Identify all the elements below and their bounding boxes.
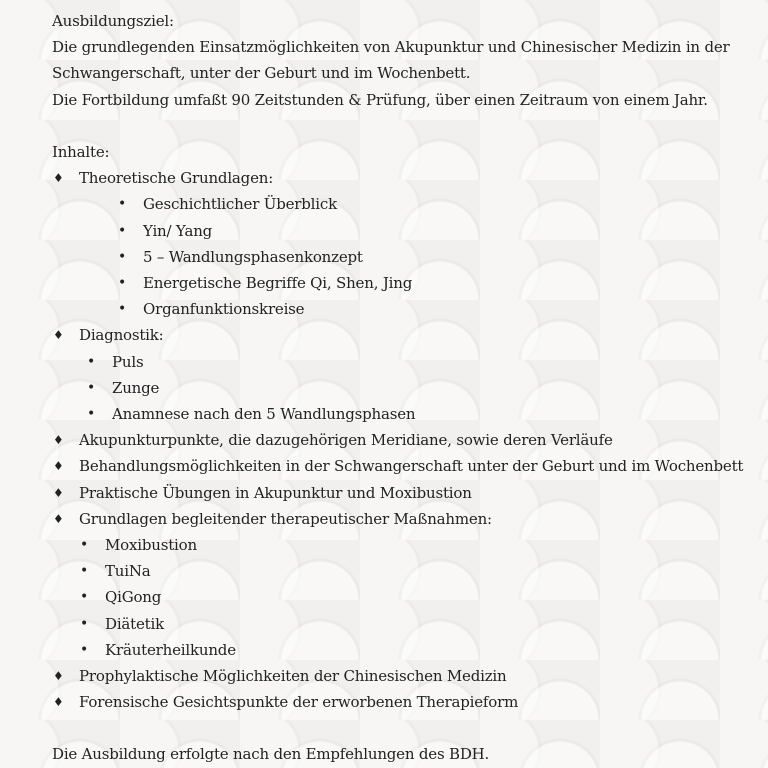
list-item xyxy=(52,165,752,322)
sub-list-item: • QiGong xyxy=(105,584,752,610)
list-item-label: Diagnostik: xyxy=(79,326,164,345)
sub-list-item: • Energetische Begriffe Qi, Shen, Jing xyxy=(143,270,752,296)
footer-note: Die Ausbildung erfolgte nach den Empfehlungen des BDH. xyxy=(52,745,490,764)
goal-line: Schwangerschaft, unter der Geburt und im Wochenbett. xyxy=(52,64,471,83)
list-item-label: Forensische Gesichtspunkte der erworbenen Therapieform xyxy=(79,693,519,712)
list-item xyxy=(52,453,752,479)
sub-list-item: • Diätetik xyxy=(105,611,752,637)
goal-line: Die Fortbildung umfaßt 90 Zeitstunden & Prüfung, über einen Zeitraum von einem Jahr. xyxy=(52,90,708,109)
contents-heading: Inhalte: xyxy=(52,143,110,161)
list-item-label: Grundlagen begleitender therapeutischer Maßnahmen: xyxy=(79,509,492,528)
list-item xyxy=(52,480,752,506)
sub-list-item: • Zunge xyxy=(112,375,752,401)
sub-list-item: • TuiNa xyxy=(105,558,752,584)
list-item-label: Behandlungsmöglichkeiten in der Schwangerschaft unter der Geburt und im Wochenbett xyxy=(79,457,744,476)
sub-list-item: • Yin/ Yang xyxy=(143,218,752,244)
list-item xyxy=(52,689,752,715)
spacer xyxy=(52,113,752,139)
sub-list xyxy=(105,532,752,663)
list-item xyxy=(52,427,752,453)
sub-list-item: • 5 – Wandlungsphasenkonzept xyxy=(143,244,752,270)
list-item xyxy=(52,663,752,689)
sub-list-item: • Kräuterheilkunde xyxy=(105,637,752,663)
list-item-label: Akupunkturpunkte, die dazugehörigen Meridiane, sowie deren Verläufe xyxy=(79,431,613,450)
goal-line: Die grundlegenden Einsatzmöglichkeiten von Akupunktur und Chinesischer Medizin in der xyxy=(52,38,730,57)
list-item-label: Theoretische Grundlagen: xyxy=(79,169,274,188)
sub-list-item: • Organfunktionskreise xyxy=(143,296,752,322)
list-item xyxy=(52,506,752,663)
sub-list-item: • Anamnese nach den 5 Wandlungsphasen xyxy=(112,401,752,427)
sub-list xyxy=(143,191,752,322)
sub-list-item: • Moxibustion xyxy=(105,532,752,558)
list-item-label: Prophylaktische Möglichkeiten der Chinesischen Medizin xyxy=(79,667,507,686)
sub-list-item: • Puls xyxy=(112,349,752,375)
sub-list-item: • Geschichtlicher Überblick xyxy=(143,191,752,217)
list-item-label: Praktische Übungen in Akupunktur und Moxibustion xyxy=(79,483,472,502)
goal-heading: Ausbildungsziel: xyxy=(52,12,174,30)
contents-list xyxy=(52,165,752,715)
list-item xyxy=(52,322,752,427)
sub-list xyxy=(112,349,752,428)
certificate-page xyxy=(52,8,752,768)
